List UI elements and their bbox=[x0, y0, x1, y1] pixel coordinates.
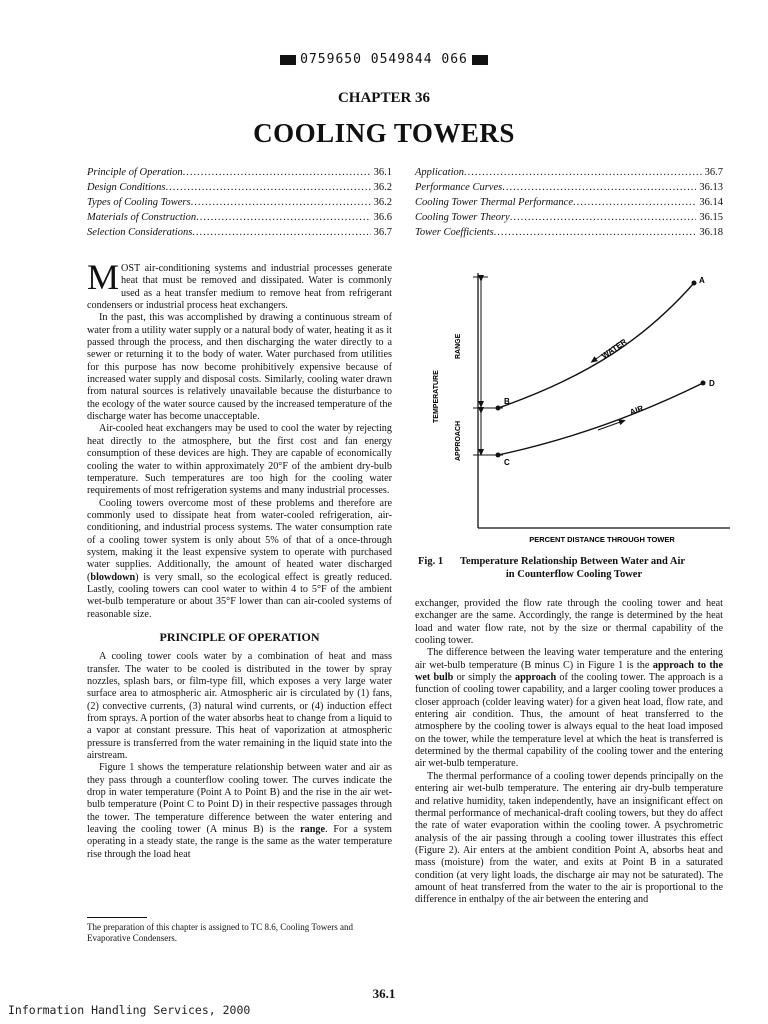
point-b-label: B bbox=[504, 397, 510, 406]
body-paragraph: In the past, this was accomplished by drawing a continuous stream of water from a utility water supply or a natural body of water, heating it as it passed through the process, and then discharging the water directly to a sewer or returning it to the body of water. Water purchased from utilities for this purpose has now become prohibitively expensive because of increased water supply and disposal costs. Similarly, cooling water drawn from natural sources is relatively unavailable because the disturbance to the ecology of the water source caused by the increased temperature of the discharge water has become unacceptable. bbox=[87, 312, 392, 423]
toc-right bbox=[415, 165, 723, 240]
air-curve-label: AIR bbox=[628, 403, 645, 417]
air-curve bbox=[498, 383, 703, 455]
barcode-block-left bbox=[280, 55, 296, 65]
toc-entry-page: 36.6 bbox=[373, 212, 392, 223]
intro-paragraph bbox=[87, 257, 392, 312]
figure-1-diagram bbox=[418, 265, 730, 550]
point-a-label: A bbox=[699, 276, 705, 285]
bold-term: approach bbox=[514, 672, 557, 684]
point-c-label: C bbox=[504, 458, 510, 467]
toc-entry bbox=[415, 195, 723, 210]
caption-line-2: in Counterflow Cooling Tower bbox=[505, 569, 643, 580]
toc-entry-page: 36.7 bbox=[373, 227, 392, 238]
paragraph-text: ) is very small, so the ecological effect is greatly reduced. Lastly, cooling towers can cool water to within 4 to 5°F of the ambient wet-bulb temperature or about 35°F lower than can air-cooled systems of reasonable size. bbox=[87, 571, 392, 620]
left-column bbox=[87, 257, 392, 861]
toc-entry bbox=[415, 225, 723, 240]
toc-entry-label: Tower Coefficients bbox=[415, 227, 494, 238]
toc-entry bbox=[415, 210, 723, 225]
toc-entry-page: 36.15 bbox=[699, 212, 723, 223]
right-column bbox=[415, 598, 723, 907]
bold-term: blowdown bbox=[90, 571, 136, 583]
water-curve-label: WATER bbox=[599, 337, 629, 361]
footnote-rule bbox=[87, 917, 147, 918]
toc-entry-label: Design Conditions bbox=[87, 182, 166, 193]
point-b-marker bbox=[496, 406, 501, 411]
figure-caption bbox=[418, 555, 730, 581]
page-number: 36.1 bbox=[372, 986, 396, 1001]
point-d-label: D bbox=[709, 379, 715, 388]
point-a-marker bbox=[692, 281, 697, 286]
paragraph-text: of the cooling tower. The approach is a function of cooling tower capability, and a larger cooling tower produces a closer approach (colder leaving water) for a given heat load, flow rate, and entering air condition. Thus, the amount of heat transferred to the atmosphere by the cooling tower is always equal to the heat load imposed on the tower, while the temperature level at which the heat is transferred is determined by the thermal capability of the cooling tower and the entering air wet-bulb temperature. bbox=[415, 672, 723, 770]
toc-entry-label: Application bbox=[415, 167, 464, 178]
paragraph-text: OST air-conditioning systems and industrial processes generate heat that must be removed and dissipated. Water is commonly used as a heat transfer medium to remove heat from refrigerant condensers or industrial process heat exchangers. bbox=[87, 263, 392, 312]
bold-term: approach to the wet bulb bbox=[415, 659, 723, 684]
toc-entry-label: Selection Considerations bbox=[87, 227, 193, 238]
body-paragraph: Air-cooled heat exchangers may be used to cool the water by rejecting heat directly to the atmosphere, but the first cost and fan energy consumption of these devices are high. They are capable of economically cooling the water to within approximately 20°F of the ambient dry-bulb temperature. Such temperatures are too high for the cooling water requirements of most refrigeration systems and many industrial processes. bbox=[87, 423, 392, 497]
paragraph-text: Figure 1 shows the temperature relationship between water and air as they pass through a counterflow cooling tower. The curves indicate the drop in water temperature (Point A to Point B) and the rise in the air wet-bulb temperature (Point C to Point D) in their respective passages through the tower. The temperature difference between the water entering and leaving the cooling tower (A minus B) is the bbox=[87, 762, 392, 836]
body-paragraph bbox=[415, 647, 723, 770]
section-heading: PRINCIPLE OF OPERATION bbox=[159, 629, 320, 644]
toc-entry-page: 36.13 bbox=[699, 182, 723, 193]
toc-entry bbox=[87, 180, 392, 195]
toc-entry bbox=[87, 165, 392, 180]
body-paragraph: The thermal performance of a cooling tower depends principally on the entering air wet-bulb temperature. The entering air dry-bulb temperature and relative humidity, taken independently, have an insignificant effect on thermal performance of mechanical-draft cooling towers, but they do affect the rate of water evaporation within the cooling tower. A psychrometric analysis of the air passing through a cooling tower illustrates this effect (Figure 2). Air enters at the ambient condition Point A, absorbs heat and mass (moisture) from the water, and exits at Point B in a saturated condition (at very light loads, the discharge air may not be saturated). The amount of heat transferred from the water to the air is proportional to the difference in enthalpy of the air between the entering and bbox=[415, 770, 723, 906]
x-axis-label: PERCENT DISTANCE THROUGH TOWER bbox=[529, 535, 675, 544]
toc-entry-label: Performance Curves bbox=[415, 182, 503, 193]
range-label: RANGE bbox=[455, 333, 462, 359]
toc-entry bbox=[87, 195, 392, 210]
toc-entry-page: 36.2 bbox=[373, 197, 392, 208]
barcode-text: 0759650 0549844 066 bbox=[300, 52, 468, 67]
paragraph-text: . For a system operating in a steady state, the range is the same as the water temperature rise through the load heat bbox=[87, 824, 392, 860]
toc-entry-label: Principle of Operation bbox=[87, 167, 183, 178]
toc-entry-page: 36.2 bbox=[373, 182, 392, 193]
toc-entry-page: 36.14 bbox=[699, 197, 723, 208]
toc-entry bbox=[87, 225, 392, 240]
toc-entry bbox=[87, 210, 392, 225]
temperature-axis-label: TEMPERATURE bbox=[433, 370, 440, 423]
page-title: COOLING TOWERS bbox=[253, 118, 515, 148]
toc-entry-page: 36.1 bbox=[373, 167, 392, 178]
paragraph-text: or simply the bbox=[453, 672, 515, 684]
body-paragraph bbox=[87, 498, 392, 621]
chapter-label: CHAPTER 36 bbox=[337, 90, 431, 106]
approach-label: APPROACH bbox=[455, 420, 462, 461]
point-c-marker bbox=[496, 453, 501, 458]
barcode-block-right bbox=[472, 55, 488, 65]
drop-cap: M bbox=[87, 257, 120, 297]
toc-entry-label: Cooling Tower Thermal Performance bbox=[415, 197, 573, 208]
figure-number: Fig. 1 bbox=[418, 556, 444, 567]
point-d-marker bbox=[701, 381, 706, 386]
source-watermark: Information Handling Services, 2000 bbox=[8, 1003, 251, 1017]
paragraph-text: Cooling towers overcome most of these problems and therefore are commonly used to dissipate heat from water-cooled refrigeration, air-conditioning, and industrial process systems. The water consumption rate of a cooling tower system is only about 5% of that of a once-through system, making it the least expensive system to operate with purchased water supplies. Additionally, the amount of heated water discharged ( bbox=[87, 497, 392, 583]
body-paragraph bbox=[87, 762, 392, 861]
document-barcode bbox=[0, 52, 768, 67]
paragraph-text: The difference between the leaving water temperature and the entering air wet-bulb temperature (B minus C) in Figure 1 is the bbox=[415, 647, 723, 671]
water-curve bbox=[498, 283, 694, 408]
toc-entry-label: Materials of Construction bbox=[87, 212, 197, 223]
toc-entry bbox=[415, 180, 723, 195]
toc-entry bbox=[415, 165, 723, 180]
footnote: The preparation of this chapter is assigned to TC 8.6, Cooling Towers and Evaporative Condensers. bbox=[87, 922, 353, 943]
toc-entry-page: 36.18 bbox=[699, 227, 723, 238]
toc-entry-page: 36.7 bbox=[704, 167, 723, 178]
body-paragraph: exchanger, provided the flow rate through the cooling tower and heat exchanger are the same. Accordingly, the range is determined by the heat load and water flow rate, not by the size or thermal capability of the cooling tower. bbox=[415, 598, 723, 647]
toc-entry-label: Cooling Tower Theory bbox=[415, 212, 510, 223]
toc-entry-label: Types of Cooling Towers bbox=[87, 197, 191, 208]
toc-left bbox=[87, 165, 392, 240]
caption-line-1: Temperature Relationship Between Water and Air bbox=[460, 556, 686, 567]
body-paragraph: A cooling tower cools water by a combination of heat and mass transfer. The water to be cooled is distributed in the tower by spray nozzles, splash bars, or film-type fill, which exposes a very large water surface area to atmospheric air. Atmospheric air is circulated by (1) fans, (2) convective currents, (3) natural wind currents, or (4) induction effect from sprays. A portion of the water absorbs heat to change from a liquid to a vapor at constant pressure. This heat of vaporization at atmospheric pressure is transferred from the water remaining in the liquid state into the airstream. bbox=[87, 651, 392, 762]
bold-term: range bbox=[300, 824, 325, 836]
